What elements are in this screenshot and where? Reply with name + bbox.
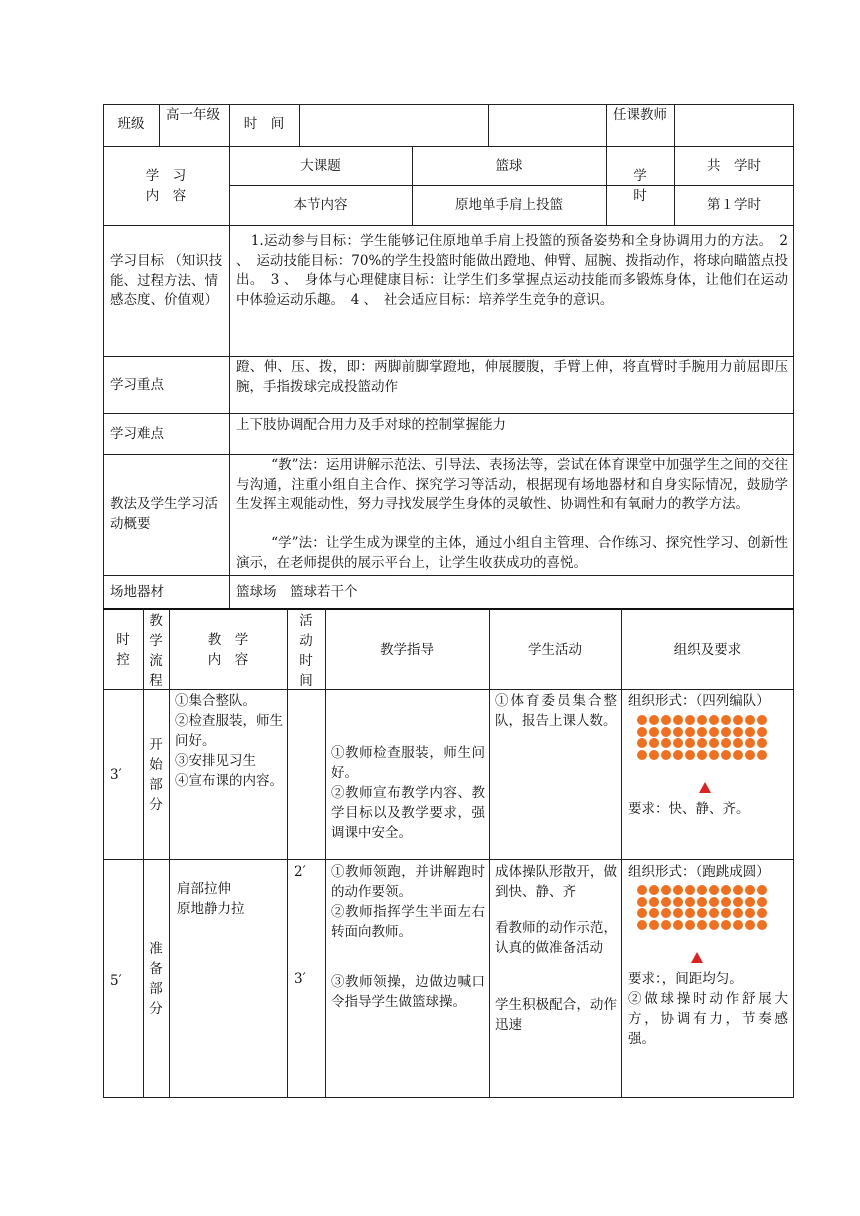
student-dot (649, 715, 659, 725)
row2-org-req: 要求：，间距均匀。 ②做球操时动作舒展大方，协调有力，节奏感强。 (628, 971, 788, 1047)
student-dot (757, 750, 767, 760)
student-dot (697, 715, 707, 725)
student-dot (673, 897, 683, 907)
student-dot (673, 715, 683, 725)
student-dot (745, 885, 755, 895)
student-dot (685, 920, 695, 930)
teacher-marker-icon (691, 952, 703, 963)
divider (674, 104, 675, 146)
difficulties-label: 学习难点 (110, 426, 164, 442)
student-dot (685, 897, 695, 907)
hours-label: 学 时 (633, 168, 647, 204)
student-dot (745, 750, 755, 760)
student-dot (661, 715, 671, 725)
methods-label: 教法及学生学习活动概要 (110, 496, 218, 532)
header-guidance: 教学指导 (380, 642, 434, 658)
student-dot (673, 920, 683, 930)
objectives-label: 学习目标 （知识技能、过程方法、情感态度、价值观） (110, 253, 223, 308)
topic-value: 篮球 (495, 158, 523, 174)
student-dot (661, 885, 671, 895)
student-dot (721, 920, 731, 930)
student-dot (733, 727, 743, 737)
student-dot (697, 908, 707, 918)
student-dot (649, 908, 659, 918)
divider (103, 689, 794, 690)
student-dot (721, 715, 731, 725)
student-dot (721, 750, 731, 760)
student-dot (673, 727, 683, 737)
student-dot (685, 738, 695, 748)
divider (229, 146, 230, 608)
divider (299, 104, 300, 146)
student-dot (673, 885, 683, 895)
divider (229, 185, 794, 186)
student-dot (697, 727, 707, 737)
student-dot (661, 897, 671, 907)
time-label: 时 间 (243, 116, 285, 132)
row2-content: 肩部拉伸 原地静力拉 (177, 881, 245, 917)
row2-guidance-a: ①教师领跑，并讲解跑时的动作要领。 ②教师指挥学生半面左右转面向教师。 (331, 864, 485, 940)
student-dot (637, 885, 647, 895)
divider (159, 104, 160, 146)
student-dot (685, 715, 695, 725)
student-dot (757, 920, 767, 930)
student-dot (721, 908, 731, 918)
student-dot (757, 908, 767, 918)
class-label: 班级 (117, 116, 145, 132)
row2-student-b: 看教师的动作示范，认真的做准备活动 (495, 920, 617, 956)
student-dot (649, 897, 659, 907)
row2-phase: 准 备 部 分 (149, 941, 163, 1017)
header-content: 教 学 内 容 (207, 632, 249, 668)
student-dot (733, 738, 743, 748)
divider (103, 859, 794, 860)
student-dot (673, 750, 683, 760)
divider (325, 609, 326, 1098)
divider (103, 146, 794, 147)
student-dot (637, 920, 647, 930)
student-dot (745, 727, 755, 737)
divider (103, 608, 794, 610)
student-dot (733, 750, 743, 760)
student-dot (649, 727, 659, 737)
student-dot (685, 727, 695, 737)
student-dot (721, 885, 731, 895)
student-dot (757, 715, 767, 725)
student-dot (697, 885, 707, 895)
header-flow: 教 学 流 程 (149, 613, 163, 689)
student-dot (649, 750, 659, 760)
header-activity-time: 活 动 时 间 (299, 613, 313, 689)
row1-guidance: ①教师检查服装，师生问好。 ②教师宣布教学内容、教学目标以及教学要求，强调课中安全。 (331, 745, 485, 841)
student-dot (697, 897, 707, 907)
student-dot (685, 750, 695, 760)
student-dot (673, 908, 683, 918)
header-organization: 组织及要求 (673, 642, 742, 658)
student-dot (733, 920, 743, 930)
student-dot (709, 750, 719, 760)
row1-student: ①体育委员集合整队，报告上课人数。 (495, 693, 617, 729)
student-dot (745, 920, 755, 930)
student-dot (637, 738, 647, 748)
student-dot (709, 897, 719, 907)
header-time-control: 时 控 (116, 632, 130, 668)
student-dot (757, 885, 767, 895)
row2-activity-time-a: 2′ (294, 864, 306, 880)
divider (169, 609, 170, 1098)
student-dot (709, 908, 719, 918)
student-dot (745, 738, 755, 748)
student-dot (661, 738, 671, 748)
divider (489, 609, 490, 1098)
student-dot (673, 738, 683, 748)
student-dot (661, 908, 671, 918)
class-value: 高一年级 (166, 107, 220, 123)
student-dot (745, 897, 755, 907)
divider (103, 225, 794, 226)
student-dot (733, 715, 743, 725)
row2-guidance-b: ③教师领操，边做边喊口令指导学生做篮球操。 (331, 974, 485, 1010)
student-dot (697, 738, 707, 748)
total-hours: 共 学时 (707, 158, 761, 174)
student-dot (661, 727, 671, 737)
formation-circle (637, 885, 768, 931)
student-dot (649, 738, 659, 748)
topic-label: 大课题 (300, 158, 341, 174)
student-dot (637, 897, 647, 907)
student-dot (709, 727, 719, 737)
student-dot (637, 750, 647, 760)
student-dot (685, 885, 695, 895)
divider (103, 413, 794, 414)
methods-teach-text: “教”法：运用讲解示范法、引导法、表扬法等，尝试在体育课堂中加强学生之间的交往与沟通，注重小组自主合作、探究学习等活动，根据现有场地器材和自身实际情况，鼓励学生发挥主观能动性，努力寻找发展学生身体的灵敏性、协调性和有氧耐力的教学方法。 (236, 457, 788, 512)
student-dot (709, 738, 719, 748)
teacher-label: 任课教师 (613, 107, 667, 123)
student-dot (697, 750, 707, 760)
row1-time: 3′ (110, 767, 122, 783)
student-dot (721, 897, 731, 907)
student-dot (757, 897, 767, 907)
divider (103, 575, 794, 576)
student-dot (721, 738, 731, 748)
student-dot (649, 920, 659, 930)
key-points-label: 学习重点 (110, 377, 164, 393)
row1-content: ①集合整队。 ②检查服装，师生问好。 ③安排见习生 ④宣布课的内容。 (175, 693, 283, 789)
student-dot (649, 885, 659, 895)
divider (488, 104, 489, 146)
student-dot (733, 885, 743, 895)
student-dot (745, 715, 755, 725)
formation-four-columns (637, 715, 768, 761)
student-dot (637, 727, 647, 737)
row2-org-title: 组织形式：（跑跳成圆） (628, 864, 770, 880)
equipment-value: 篮球场 篮球若干个 (236, 584, 358, 600)
divider (103, 454, 794, 455)
student-dot (709, 920, 719, 930)
methods-learn-text: “学”法：让学生成为课堂的主体，通过小组自主管理、合作练习、探究性学习、创新性演示，在老师提供的展示平台上，让学生收获成功的喜悦。 (236, 535, 788, 571)
lesson-value: 原地单手肩上投篮 (455, 197, 563, 213)
row1-org-title: 组织形式：（四列编队） (628, 693, 770, 709)
row1-org-req: 要求：快、静、齐。 (628, 801, 750, 817)
student-dot (757, 727, 767, 737)
student-dot (721, 727, 731, 737)
teacher-marker-icon (699, 782, 711, 793)
student-dot (637, 908, 647, 918)
student-dot (733, 897, 743, 907)
student-dot (661, 920, 671, 930)
header-student: 学生活动 (528, 642, 582, 658)
row2-student-a: 成体操队形散开，做到快、静、齐 (495, 864, 617, 900)
divider (606, 104, 607, 146)
student-dot (661, 750, 671, 760)
student-dot (745, 908, 755, 918)
row2-student-c: 学生积极配合，动作迅速 (495, 997, 617, 1033)
equipment-label: 场地器材 (110, 584, 164, 600)
content-label: 学 习 内 容 (145, 168, 187, 204)
student-dot (637, 715, 647, 725)
lesson-label: 本节内容 (293, 197, 348, 213)
student-dot (709, 885, 719, 895)
row2-time: 5′ (110, 973, 122, 989)
row1-phase: 开 始 部 分 (149, 737, 163, 813)
student-dot (733, 908, 743, 918)
lesson-hours: 第１学时 (707, 197, 761, 213)
student-dot (697, 920, 707, 930)
student-dot (709, 715, 719, 725)
divider (621, 609, 622, 1098)
objectives-text: 1.运动参与目标：学生能够记住原地单手肩上投篮的预备姿势和全身协调用力的方法。 2 、 运动技能目标：70%的学生投篮时能做出蹬地、伸臂、屈腕、拨指动作，将球向瞄篮点投出。 3 、 身体与心理健康目标：让学生们多掌握点运动技能而多锻炼身体，让他们在运动中体验运动乐趣。 4 、 社会适应目标：培养学生竞争的意识。 (236, 233, 788, 308)
difficulties-text: 上下肢协调配合用力及手对球的控制掌握能力 (236, 417, 506, 433)
key-points-text: 蹬、伸、压、拨，即：两脚前脚掌蹬地，伸展腰腹，手臂上伸，将直臂时手腕用力前屈即压腕，手指拨球完成投篮动作 (236, 359, 788, 395)
row2-activity-time-b: 3′ (294, 971, 306, 987)
student-dot (685, 908, 695, 918)
student-dot (757, 738, 767, 748)
